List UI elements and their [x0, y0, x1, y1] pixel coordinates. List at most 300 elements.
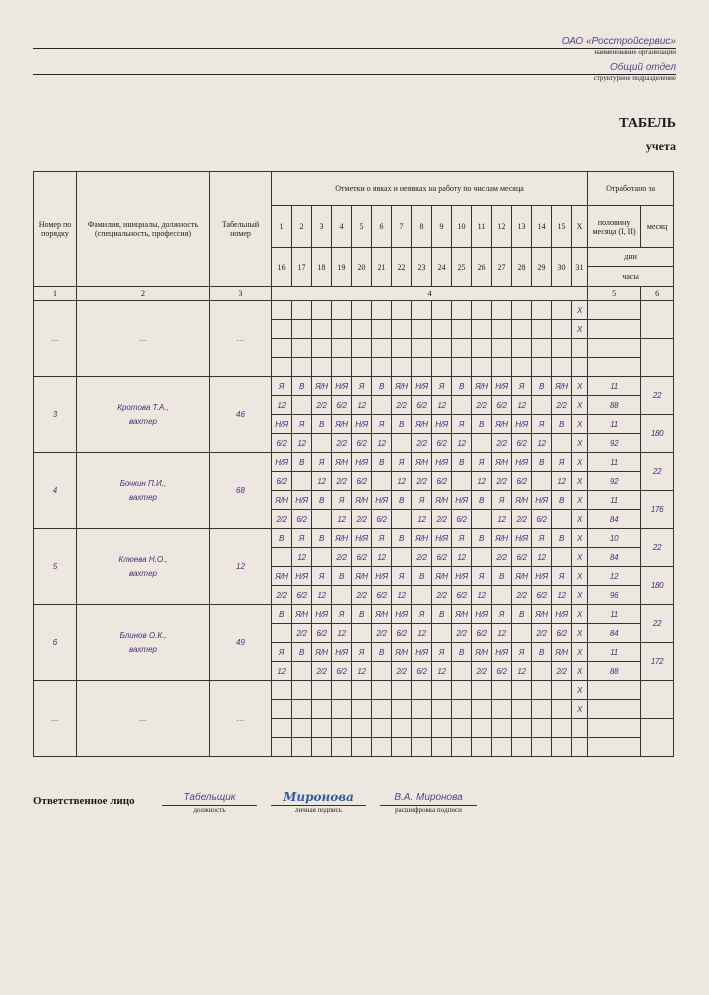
- day-mark: Я/Н: [272, 567, 292, 586]
- employee-name: …: [139, 333, 147, 343]
- day-mark: X: [572, 453, 588, 472]
- day-mark: [392, 358, 412, 377]
- day-mark: [512, 320, 532, 339]
- day-mark: [512, 700, 532, 719]
- day-mark: X: [572, 548, 588, 567]
- day-mark: 6/2: [352, 472, 372, 491]
- day-mark: [452, 662, 472, 681]
- day-mark: 12: [472, 472, 492, 491]
- day-mark: [412, 586, 432, 605]
- day-mark: [292, 339, 312, 358]
- day-header: 25: [452, 248, 472, 287]
- day-mark: 2/2: [412, 548, 432, 567]
- header-hours: часы: [622, 272, 639, 281]
- day-header: 22: [392, 248, 412, 287]
- day-mark: Я: [532, 529, 552, 548]
- day-mark: Н/Я: [512, 415, 532, 434]
- day-header: 19: [332, 248, 352, 287]
- day-mark: 2/2: [532, 624, 552, 643]
- day-mark: X: [572, 320, 588, 339]
- day-mark: Я: [552, 453, 572, 472]
- day-mark: Н/Я: [412, 643, 432, 662]
- day-mark: [272, 320, 292, 339]
- day-mark: 6/2: [372, 510, 392, 529]
- day-mark: 12: [352, 662, 372, 681]
- day-mark: Я/Н: [552, 377, 572, 396]
- day-mark: 6/2: [532, 510, 552, 529]
- day-mark: [372, 320, 392, 339]
- day-mark: В: [272, 529, 292, 548]
- employee-name-cell: [77, 681, 210, 757]
- day-header: 10: [452, 206, 472, 248]
- day-mark: [332, 700, 352, 719]
- half-month-total: [588, 358, 641, 377]
- day-mark: Я: [372, 415, 392, 434]
- day-mark: [332, 358, 352, 377]
- employee-name-cell: [77, 453, 210, 529]
- employee-tab-number: …: [210, 301, 272, 377]
- day-mark: Н/Я: [312, 605, 332, 624]
- day-mark: [352, 320, 372, 339]
- day-header: 3: [312, 206, 332, 248]
- day-mark: 6/2: [512, 472, 532, 491]
- day-mark: 6/2: [352, 548, 372, 567]
- day-mark: Я: [532, 415, 552, 434]
- day-mark: Я: [352, 643, 372, 662]
- day-mark: [452, 339, 472, 358]
- day-mark: В: [452, 643, 472, 662]
- day-mark: 2/2: [352, 510, 372, 529]
- day-mark: Я/Н: [332, 529, 352, 548]
- day-mark: [412, 719, 432, 738]
- day-mark: 6/2: [352, 434, 372, 453]
- day-mark: [532, 301, 552, 320]
- day-mark: Я: [472, 567, 492, 586]
- half-month-total: 12: [588, 567, 641, 586]
- day-mark: X: [572, 662, 588, 681]
- day-mark: [292, 358, 312, 377]
- day-mark: [452, 700, 472, 719]
- header-worked: Отработано за: [588, 172, 674, 206]
- day-mark: 12: [472, 586, 492, 605]
- day-mark: В: [512, 605, 532, 624]
- day-mark: [532, 662, 552, 681]
- day-mark: 2/2: [372, 624, 392, 643]
- day-mark: Я/Н: [272, 491, 292, 510]
- day-mark: Я: [372, 529, 392, 548]
- responsible-label: Ответственное лицо: [33, 795, 135, 807]
- month-total: [641, 719, 674, 757]
- day-mark: Я/Н: [392, 643, 412, 662]
- day-mark: [552, 434, 572, 453]
- day-mark: [352, 339, 372, 358]
- day-mark: Н/Я: [492, 377, 512, 396]
- day-mark: [452, 681, 472, 700]
- day-mark: В: [392, 491, 412, 510]
- day-mark: Я/Н: [412, 529, 432, 548]
- day-mark: [292, 662, 312, 681]
- employee-position: вахтер: [128, 416, 157, 426]
- day-mark: [472, 738, 492, 757]
- day-mark: [372, 681, 392, 700]
- half-month-total: 96: [588, 586, 641, 605]
- day-mark: 12: [432, 396, 452, 415]
- day-mark: [432, 738, 452, 757]
- day-header: 12: [492, 206, 512, 248]
- day-mark: [272, 700, 292, 719]
- day-mark: [312, 301, 332, 320]
- day-mark: В: [412, 567, 432, 586]
- day-mark: 12: [372, 434, 392, 453]
- employee-tab-number: 49: [210, 605, 272, 681]
- day-mark: В: [472, 415, 492, 434]
- day-mark: [512, 681, 532, 700]
- day-mark: [492, 700, 512, 719]
- day-mark: 2/2: [332, 472, 352, 491]
- day-mark: Я/Н: [532, 605, 552, 624]
- day-mark: Я/Н: [492, 529, 512, 548]
- employee-tab-number: 46: [210, 377, 272, 453]
- day-header: 27: [492, 248, 512, 287]
- day-mark: В: [292, 377, 312, 396]
- header-month: месяц: [641, 206, 674, 248]
- day-mark: Я/Н: [512, 567, 532, 586]
- day-mark: [532, 320, 552, 339]
- day-mark: Н/Я: [452, 567, 472, 586]
- day-header: X: [572, 206, 588, 248]
- day-mark: [392, 339, 412, 358]
- column-index: 4: [272, 287, 588, 301]
- day-mark: [452, 738, 472, 757]
- day-mark: [272, 548, 292, 567]
- day-mark: 12: [312, 472, 332, 491]
- day-mark: [292, 719, 312, 738]
- day-mark: 2/2: [432, 586, 452, 605]
- day-mark: [412, 681, 432, 700]
- day-mark: [572, 358, 588, 377]
- day-mark: X: [572, 624, 588, 643]
- header-days: дни: [588, 248, 673, 267]
- header-number: Номер по порядку: [34, 172, 77, 287]
- half-month-total: 11: [588, 377, 641, 396]
- day-mark: 2/2: [292, 624, 312, 643]
- day-mark: 6/2: [412, 396, 432, 415]
- day-mark: Я/Н: [412, 415, 432, 434]
- day-mark: Н/Я: [352, 415, 372, 434]
- day-mark: X: [572, 605, 588, 624]
- day-mark: Н/Я: [352, 453, 372, 472]
- day-mark: [532, 472, 552, 491]
- day-mark: 6/2: [292, 510, 312, 529]
- day-mark: [492, 719, 512, 738]
- day-mark: [472, 510, 492, 529]
- day-mark: 12: [552, 586, 572, 605]
- day-mark: [392, 681, 412, 700]
- day-mark: 2/2: [472, 396, 492, 415]
- employee-name-cell: [77, 301, 210, 377]
- day-mark: [292, 320, 312, 339]
- day-mark: 6/2: [512, 434, 532, 453]
- day-mark: В: [272, 605, 292, 624]
- day-mark: В: [372, 377, 392, 396]
- day-mark: 2/2: [272, 510, 292, 529]
- day-mark: [452, 396, 472, 415]
- half-month-total: 10: [588, 529, 641, 548]
- header-half-month: половину месяца (I, II): [588, 206, 641, 248]
- day-header: 15: [552, 206, 572, 248]
- day-mark: [332, 586, 352, 605]
- day-mark: [472, 548, 492, 567]
- day-mark: [512, 339, 532, 358]
- month-total: 22: [641, 377, 674, 415]
- day-mark: [412, 700, 432, 719]
- day-mark: Я/Н: [412, 453, 432, 472]
- half-month-total: [588, 339, 641, 358]
- day-mark: 6/2: [412, 662, 432, 681]
- day-mark: [312, 548, 332, 567]
- day-mark: [452, 358, 472, 377]
- day-mark: 12: [532, 434, 552, 453]
- day-mark: В: [292, 453, 312, 472]
- day-mark: [432, 700, 452, 719]
- day-mark: В: [372, 453, 392, 472]
- day-mark: [492, 738, 512, 757]
- day-mark: [412, 339, 432, 358]
- day-mark: 6/2: [432, 472, 452, 491]
- day-mark: Я: [432, 643, 452, 662]
- day-mark: [552, 700, 572, 719]
- month-total: 22: [641, 453, 674, 491]
- day-mark: [432, 624, 452, 643]
- day-mark: Я: [292, 529, 312, 548]
- employee-name: …: [139, 713, 147, 723]
- employee-tab-number: 12: [210, 529, 272, 605]
- day-mark: [372, 472, 392, 491]
- day-mark: [512, 301, 532, 320]
- day-mark: X: [572, 529, 588, 548]
- column-index: 2: [77, 287, 210, 301]
- header-name: Фамилия, инициалы, должность (специальность, профессия): [77, 172, 210, 287]
- column-index: 6: [641, 287, 674, 301]
- day-mark: 6/2: [532, 586, 552, 605]
- day-mark: Я: [292, 415, 312, 434]
- day-mark: [472, 700, 492, 719]
- day-mark: [532, 339, 552, 358]
- day-mark: [552, 719, 572, 738]
- table-row: [34, 453, 674, 472]
- day-mark: [372, 700, 392, 719]
- day-mark: [532, 719, 552, 738]
- employee-number: …: [34, 681, 77, 757]
- half-month-total: 88: [588, 396, 641, 415]
- day-mark: 2/2: [512, 586, 532, 605]
- day-mark: 2/2: [492, 434, 512, 453]
- day-mark: 12: [492, 624, 512, 643]
- employee-number: 6: [34, 605, 77, 681]
- day-mark: Н/Я: [472, 605, 492, 624]
- day-mark: [412, 358, 432, 377]
- day-header: 18: [312, 248, 332, 287]
- day-mark: [552, 510, 572, 529]
- day-mark: X: [572, 472, 588, 491]
- header-tab-number: Табельный номер: [210, 172, 272, 287]
- day-mark: [352, 738, 372, 757]
- day-mark: Я: [392, 453, 412, 472]
- day-mark: 12: [492, 510, 512, 529]
- day-mark: [452, 472, 472, 491]
- position-value: Табельщик: [183, 792, 236, 803]
- employee-position: вахтер: [128, 492, 157, 502]
- column-index: 5: [588, 287, 641, 301]
- day-mark: [272, 358, 292, 377]
- day-mark: 12: [312, 586, 332, 605]
- day-mark: Я: [492, 491, 512, 510]
- day-mark: 12: [512, 396, 532, 415]
- day-mark: [432, 681, 452, 700]
- day-mark: 6/2: [512, 548, 532, 567]
- day-mark: 6/2: [292, 586, 312, 605]
- day-mark: 12: [432, 662, 452, 681]
- employee-name: Кротова Т.А.,: [117, 402, 169, 412]
- half-month-total: [588, 320, 641, 339]
- day-mark: [372, 358, 392, 377]
- day-mark: 2/2: [552, 396, 572, 415]
- header-days-hours: [588, 248, 674, 287]
- day-mark: [492, 320, 512, 339]
- day-mark: 12: [512, 662, 532, 681]
- day-mark: В: [392, 415, 412, 434]
- day-mark: 12: [392, 586, 412, 605]
- day-mark: В: [532, 453, 552, 472]
- day-mark: 12: [292, 548, 312, 567]
- day-mark: [432, 320, 452, 339]
- day-mark: [452, 301, 472, 320]
- day-mark: [512, 738, 532, 757]
- day-mark: [312, 320, 332, 339]
- document-subtitle: учета: [645, 139, 676, 153]
- day-mark: Я/Н: [332, 415, 352, 434]
- half-month-total: 88: [588, 662, 641, 681]
- day-header: 13: [512, 206, 532, 248]
- month-total: [641, 339, 674, 377]
- day-mark: 12: [332, 624, 352, 643]
- day-mark: 6/2: [372, 586, 392, 605]
- day-mark: [392, 301, 412, 320]
- day-mark: [472, 339, 492, 358]
- day-mark: [292, 472, 312, 491]
- day-mark: 6/2: [312, 624, 332, 643]
- day-mark: [272, 719, 292, 738]
- day-mark: [352, 358, 372, 377]
- day-mark: Я: [272, 643, 292, 662]
- half-month-total: [588, 700, 641, 719]
- day-mark: Я/Н: [552, 643, 572, 662]
- day-mark: [512, 719, 532, 738]
- day-mark: [492, 681, 512, 700]
- employee-number: 3: [34, 377, 77, 453]
- day-mark: X: [572, 643, 588, 662]
- employee-number: 4: [34, 453, 77, 529]
- day-mark: [292, 301, 312, 320]
- day-mark: [392, 510, 412, 529]
- day-mark: Я: [472, 453, 492, 472]
- month-total: 22: [641, 605, 674, 643]
- day-mark: [572, 719, 588, 738]
- day-mark: [372, 719, 392, 738]
- day-mark: [392, 548, 412, 567]
- day-mark: Я/Н: [492, 415, 512, 434]
- day-mark: Н/Я: [292, 491, 312, 510]
- day-header: 8: [412, 206, 432, 248]
- month-total: 180: [641, 415, 674, 453]
- day-mark: [532, 738, 552, 757]
- half-month-total: 84: [588, 548, 641, 567]
- day-mark: [532, 681, 552, 700]
- day-mark: Я: [452, 529, 472, 548]
- day-mark: [552, 339, 572, 358]
- day-mark: 12: [352, 396, 372, 415]
- day-mark: Я/Н: [472, 643, 492, 662]
- day-mark: 2/2: [392, 396, 412, 415]
- day-mark: 6/2: [432, 548, 452, 567]
- day-mark: [332, 681, 352, 700]
- day-mark: 12: [552, 472, 572, 491]
- employee-name-cell: [77, 529, 210, 605]
- day-mark: Н/Я: [392, 605, 412, 624]
- day-mark: [352, 681, 372, 700]
- day-mark: Н/Я: [332, 377, 352, 396]
- day-mark: Я/Н: [292, 605, 312, 624]
- day-mark: X: [572, 377, 588, 396]
- day-mark: Я: [332, 491, 352, 510]
- half-month-total: 92: [588, 472, 641, 491]
- day-mark: [392, 434, 412, 453]
- organization-line: [33, 48, 676, 49]
- day-mark: X: [572, 586, 588, 605]
- day-header: 21: [372, 248, 392, 287]
- day-mark: [332, 719, 352, 738]
- day-mark: [392, 738, 412, 757]
- day-mark: [552, 358, 572, 377]
- department-caption: структурное подразделение: [593, 74, 676, 82]
- day-mark: 2/2: [552, 662, 572, 681]
- employee-tab-number: 68: [210, 453, 272, 529]
- day-mark: [552, 320, 572, 339]
- day-mark: [372, 738, 392, 757]
- day-mark: Я: [332, 605, 352, 624]
- day-mark: [372, 339, 392, 358]
- day-mark: Я: [512, 643, 532, 662]
- day-mark: [332, 320, 352, 339]
- day-mark: X: [572, 396, 588, 415]
- day-header: 1: [272, 206, 292, 248]
- half-month-total: 84: [588, 624, 641, 643]
- day-mark: [352, 624, 372, 643]
- day-mark: В: [312, 415, 332, 434]
- day-mark: 2/2: [312, 662, 332, 681]
- day-mark: [412, 738, 432, 757]
- half-month-total: [588, 738, 641, 757]
- day-mark: [512, 358, 532, 377]
- day-mark: 6/2: [332, 396, 352, 415]
- day-mark: [272, 339, 292, 358]
- day-mark: Н/Я: [332, 643, 352, 662]
- day-mark: В: [532, 377, 552, 396]
- day-mark: В: [552, 415, 572, 434]
- day-mark: 6/2: [552, 624, 572, 643]
- day-mark: 2/2: [352, 586, 372, 605]
- day-mark: Я: [312, 567, 332, 586]
